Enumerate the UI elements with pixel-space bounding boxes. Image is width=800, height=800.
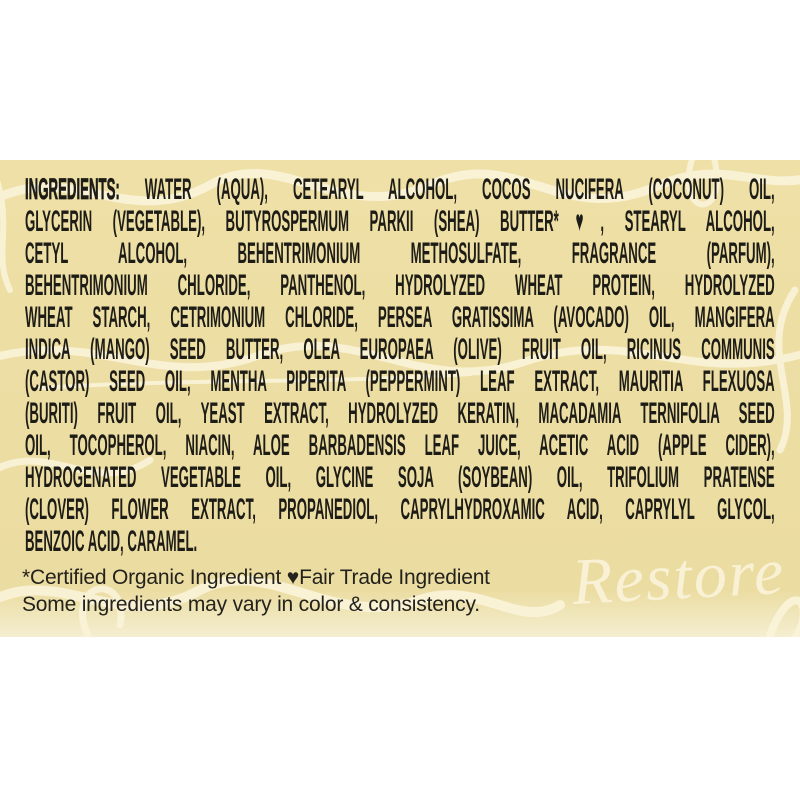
ingredients-line: BEHENTRIMONIUM CHLORIDE, PANTHENOL, HYDROLYZED WHEAT PROTEIN, HYDROLYZED (25, 269, 775, 302)
ingredients-line-text: WATER (AQUA), CETEARYL ALCOHOL, COCOS NUCIFERA (COCONUT) OIL, (144, 173, 775, 206)
footnote (22, 564, 762, 618)
ingredients-line (25, 174, 775, 206)
ingredients-paragraph (25, 174, 775, 564)
script-flourish-top-left (0, 160, 10, 290)
ingredients-line: (CLOVER) FLOWER EXTRACT, PROPANEDIOL, CAPRYLHYDROXAMIC ACID, CAPRYLYL GLYCOL, (25, 493, 775, 526)
ingredients-line: WHEAT STARCH, CETRIMONIUM CHLORIDE, PERSEA GRATISSIMA (AVOCADO) OIL, MANGIFERA (25, 301, 775, 334)
ingredients-line: (BURITI) FRUIT OIL, YEAST EXTRACT, HYDROLYZED KERATIN, MACADAMIA TERNIFOLIA SEED (25, 397, 775, 430)
footnote-variation-note: Some ingredients may vary in color & consistency. (22, 593, 480, 616)
footnote-certified-organic: *Certified Organic Ingredient ♥Fair Trade Ingredient (22, 566, 490, 589)
ingredients-line: OIL, TOCOPHEROL, NIACIN, ALOE BARBADENSIS LEAF JUICE, ACETIC ACID (APPLE CIDER), (25, 429, 775, 462)
ingredients-heading: INGREDIENTS: (25, 173, 120, 206)
script-flourish-right-edge (779, 290, 795, 450)
ingredients-text-block (25, 174, 775, 558)
ingredients-line: INDICA (MANGO) SEED BUTTER, OLEA EUROPAEA (OLIVE) FRUIT OIL, RICINUS COMMUNIS (25, 333, 775, 366)
ingredients-line: CETYL ALCOHOL, BEHENTRIMONIUM METHOSULFATE, FRAGRANCE (PARFUM), (25, 237, 775, 270)
ingredients-label-panel (0, 160, 800, 637)
script-flourish-bottom-right (770, 600, 800, 637)
ingredients-line: BENZOIC ACID, CARAMEL. (25, 525, 198, 558)
ingredients-line: HYDROGENATED VEGETABLE OIL, GLYCINE SOJA (SOYBEAN) OIL, TRIFOLIUM PRATENSE (25, 461, 775, 494)
background-script-word-restore: Restore (570, 534, 787, 619)
ingredients-line: GLYCERIN (VEGETABLE), BUTYROSPERMUM PARKII (SHEA) BUTTER*♥, STEARYL ALCOHOL, (25, 205, 775, 238)
ingredients-line: (CASTOR) SEED OIL, MENTHA PIPERITA (PEPPERMINT) LEAF EXTRACT, MAURITIA FLEXUOSA (25, 365, 775, 398)
